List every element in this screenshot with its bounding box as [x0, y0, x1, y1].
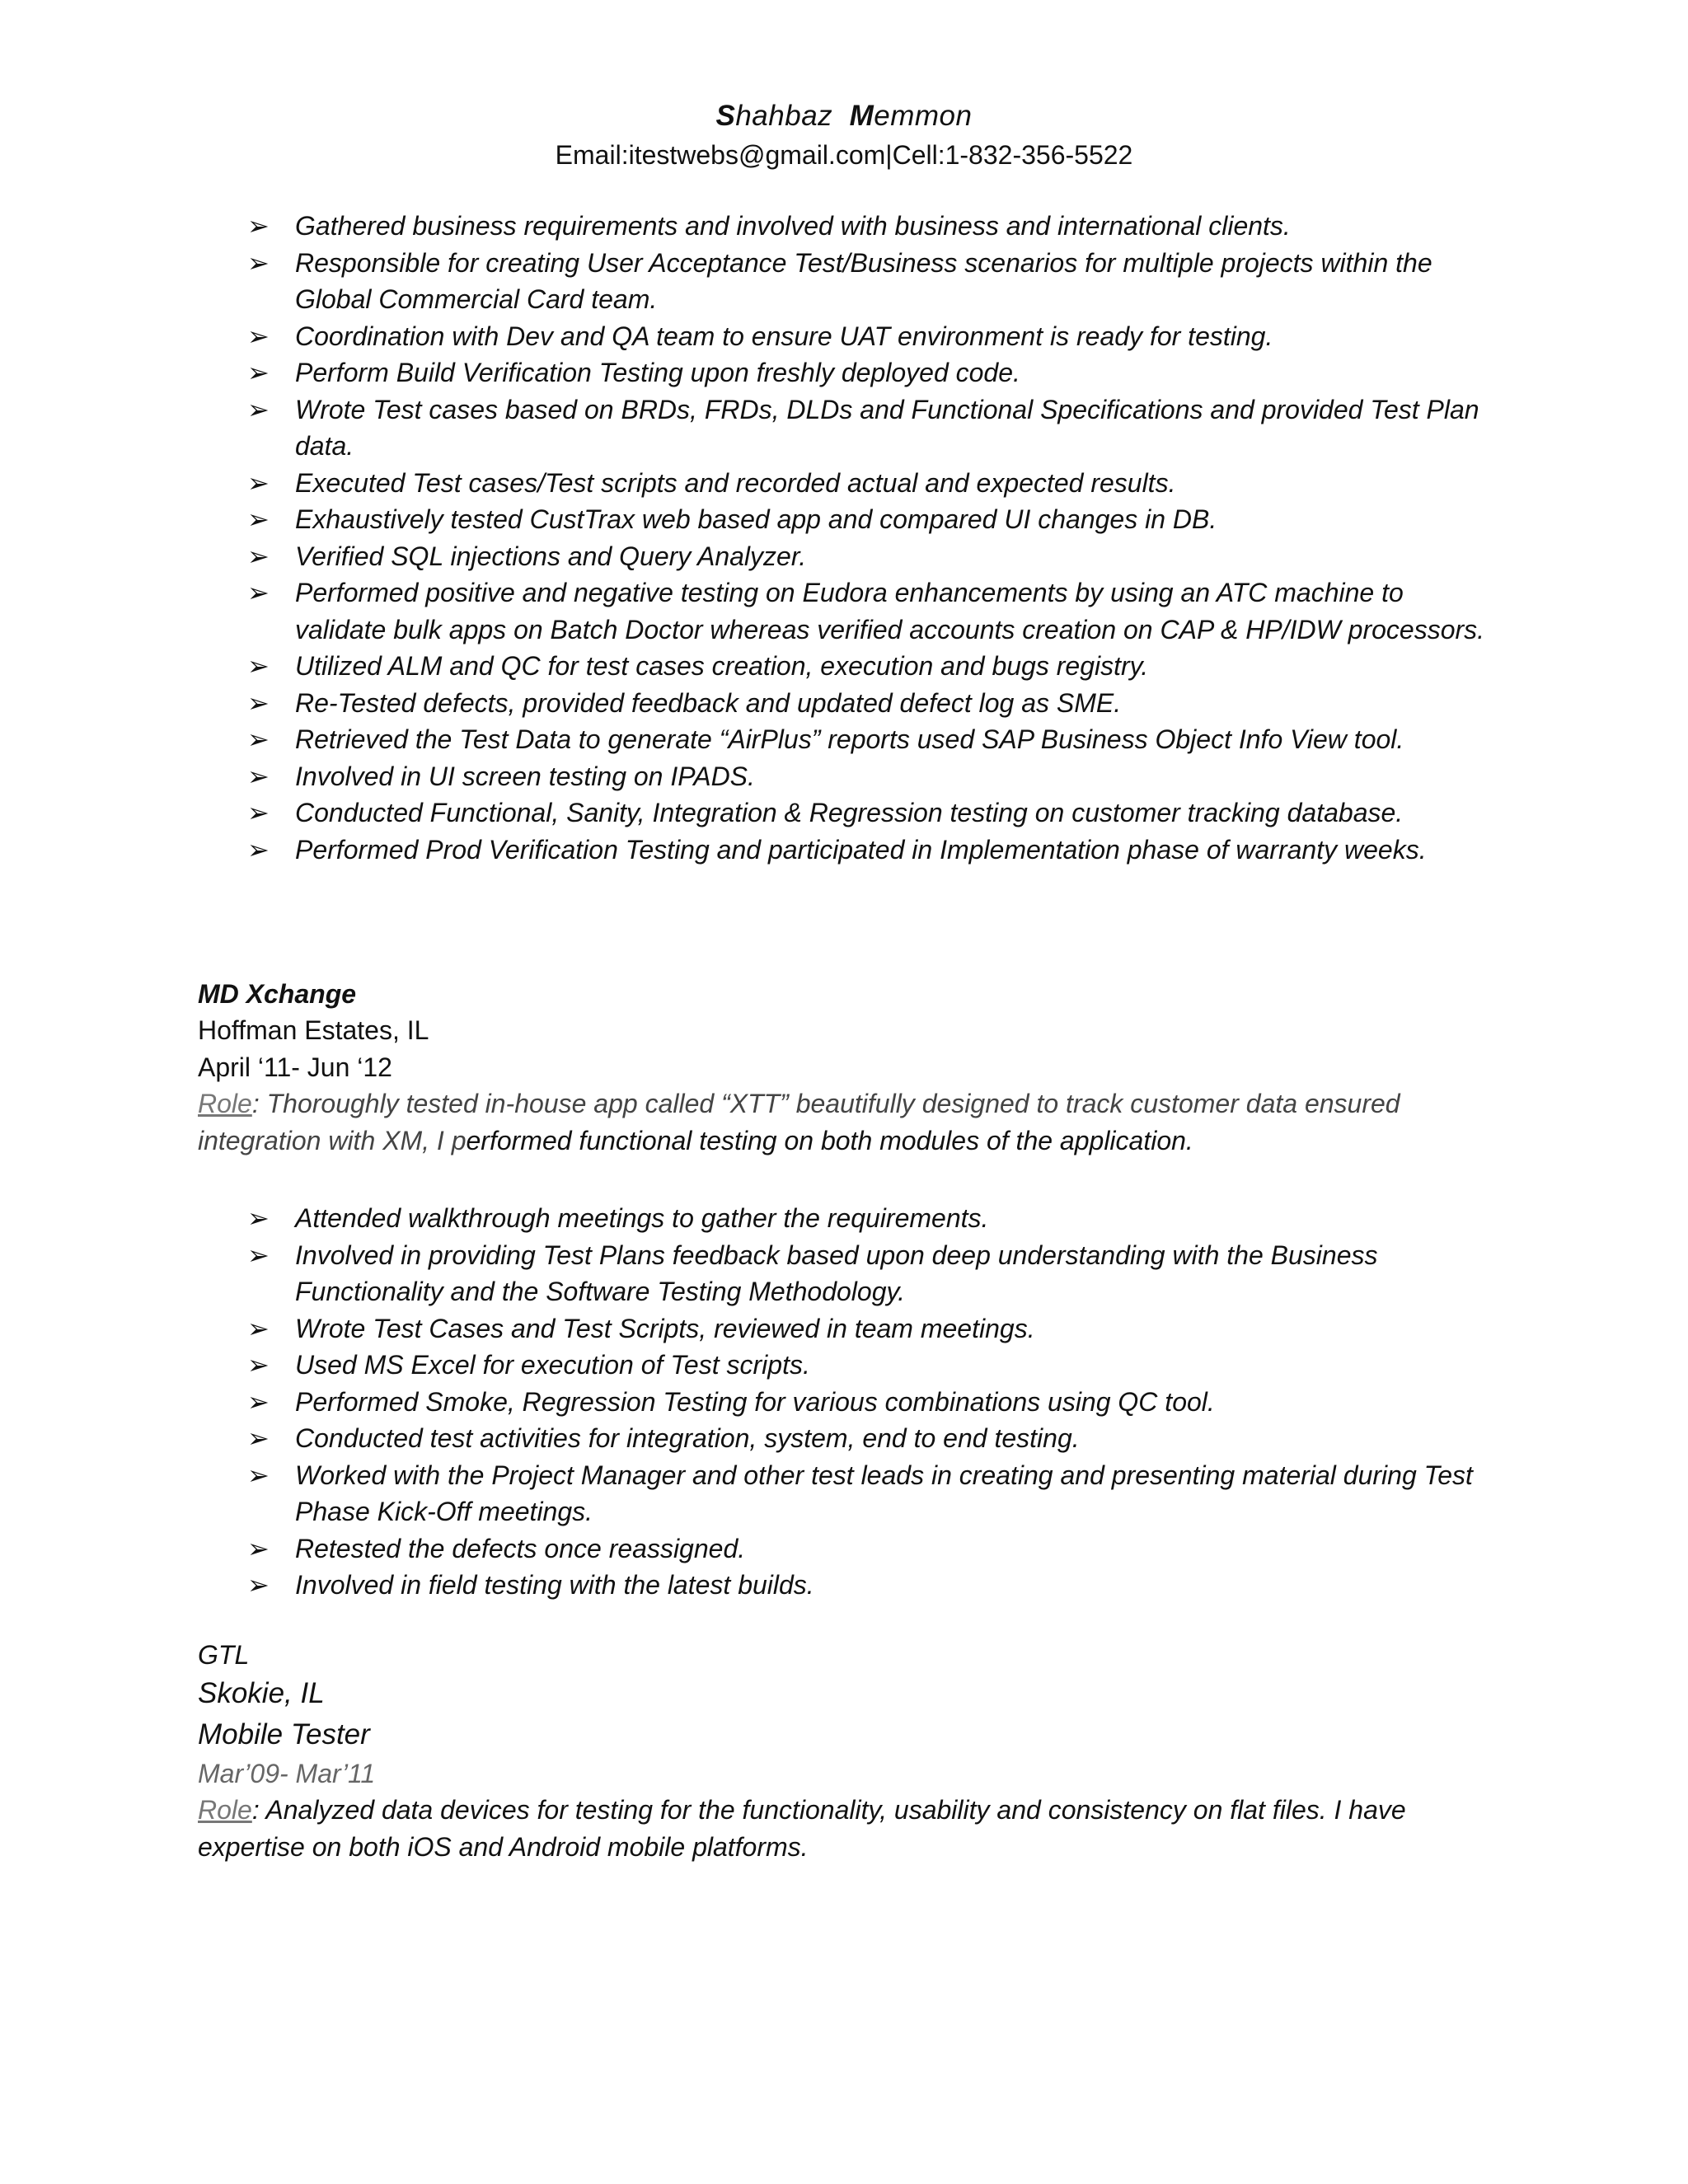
bullet-arrow-icon: ➢	[247, 761, 270, 791]
bullet-text: Wrote Test cases based on BRDs, FRDs, DLDs and Functional Specifications and provided Test Plan data.	[295, 394, 1479, 461]
mdx-section	[198, 976, 1517, 1160]
bullet-text: Worked with the Project Manager and other test leads in creating and presenting material during Test Phase Kick-Off meetings.	[295, 1460, 1473, 1526]
bullet-item	[247, 1237, 1500, 1310]
bullet-item	[247, 1420, 1500, 1457]
bullet-item	[247, 648, 1500, 685]
bullet-text: Retrieved the Test Data to generate “AirPlus” reports used SAP Business Object Info View tool.	[295, 724, 1404, 754]
bullet-item	[247, 501, 1500, 538]
resume-header	[0, 97, 1688, 173]
bullet-text: Attended walkthrough meetings to gather the requirements.	[295, 1203, 989, 1233]
bullet-text: Gathered business requirements and involved with business and international clients.	[295, 211, 1291, 241]
bullet-arrow-icon: ➢	[247, 1240, 270, 1270]
bullet-arrow-icon: ➢	[247, 1460, 270, 1490]
bullet-text: Wrote Test Cases and Test Scripts, reviewed in team meetings.	[295, 1313, 1035, 1343]
gtl-section	[198, 1637, 1517, 1866]
experience-bullets-1	[247, 208, 1500, 868]
bullet-item	[247, 391, 1500, 465]
mdx-location: Hoffman Estates, IL	[198, 1015, 429, 1045]
bullet-arrow-icon: ➢	[247, 1570, 270, 1600]
bullet-text: Responsible for creating User Acceptance Test/Business scenarios for multiple projects within the Global Commercial Card team.	[295, 247, 1432, 314]
mdx-company: MD Xchange	[198, 979, 357, 1009]
mdx-dates: April ‘11- Jun ‘12	[198, 1052, 392, 1082]
bullet-arrow-icon: ➢	[247, 1386, 270, 1417]
bullet-arrow-icon: ➢	[247, 1533, 270, 1563]
bullet-item	[247, 685, 1500, 722]
bullet-item	[247, 1310, 1500, 1347]
bullet-arrow-icon: ➢	[247, 541, 270, 571]
bullet-item	[247, 794, 1500, 832]
gtl-company: GTL	[198, 1640, 250, 1670]
bullet-item	[247, 465, 1500, 502]
name-first-rest: hahbaz	[735, 100, 833, 132]
bullet-arrow-icon: ➢	[247, 1313, 270, 1343]
bullet-arrow-icon: ➢	[247, 358, 270, 387]
bullet-arrow-icon: ➢	[247, 651, 270, 681]
bullet-text: Perform Build Verification Testing upon freshly deployed code.	[295, 358, 1020, 387]
bullet-item	[247, 1567, 1500, 1604]
bullet-item	[247, 208, 1500, 245]
bullet-text: Re-Tested defects, provided feedback and updated defect log as SME.	[295, 687, 1122, 718]
bullet-arrow-icon: ➢	[247, 687, 270, 718]
bullet-arrow-icon: ➢	[247, 724, 270, 754]
gtl-dates: Mar’09- Mar’11	[198, 1759, 376, 1788]
bullet-text: Performed Prod Verification Testing and participated in Implementation phase of warranty weeks.	[295, 834, 1427, 865]
bullet-text: Verified SQL injections and Query Analyzer.	[295, 541, 807, 571]
bullet-item	[247, 1384, 1500, 1421]
gtl-role-label: Role	[198, 1795, 252, 1825]
gtl-location: Skokie, IL	[198, 1677, 325, 1709]
bullet-text: Exhaustively tested CustTrax web based app and compared UI changes in DB.	[295, 504, 1217, 534]
bullet-item	[247, 318, 1500, 355]
gtl-role	[198, 1792, 1517, 1866]
bullet-item	[247, 758, 1500, 795]
bullet-arrow-icon: ➢	[247, 211, 270, 241]
bullet-arrow-icon: ➢	[247, 321, 270, 351]
bullet-item	[247, 574, 1500, 648]
bullet-text: Coordination with Dev and QA team to ensure UAT environment is ready for testing.	[295, 321, 1273, 351]
bullet-arrow-icon: ➢	[247, 798, 270, 827]
bullet-item	[247, 245, 1500, 318]
bullet-arrow-icon: ➢	[247, 834, 270, 865]
bullet-arrow-icon: ➢	[247, 504, 270, 534]
bullet-text: Conducted test activities for integration, system, end to end testing.	[295, 1423, 1080, 1453]
bullet-text: Conducted Functional, Sanity, Integration & Regression testing on customer tracking database.	[295, 798, 1404, 827]
bullet-arrow-icon: ➢	[247, 1423, 270, 1453]
bullet-item	[247, 832, 1500, 869]
bullet-arrow-icon: ➢	[247, 247, 270, 278]
gtl-title: Mobile Tester	[198, 1718, 370, 1750]
bullet-arrow-icon: ➢	[247, 1203, 270, 1233]
bullet-text: Used MS Excel for execution of Test scripts.	[295, 1350, 810, 1380]
mdx-role	[198, 1085, 1517, 1160]
bullet-item	[247, 1200, 1500, 1237]
mdx-role-text-light: : Thoroughly tested in-house app called “XTT” beautifully designed to track customer data ensured integration with XM, I p	[198, 1089, 1400, 1155]
candidate-name	[0, 97, 1688, 135]
bullet-item	[247, 721, 1500, 758]
bullet-item	[247, 1347, 1500, 1384]
bullet-text: Involved in providing Test Plans feedback based upon deep understanding with the Business Functionality and the Software Testing Methodology.	[295, 1240, 1378, 1306]
bullet-text: Involved in UI screen testing on IPADS.	[295, 761, 755, 791]
bullet-item	[247, 1530, 1500, 1568]
experience-bullets-2	[247, 1200, 1500, 1604]
bullet-text: Performed Smoke, Regression Testing for various combinations using QC tool.	[295, 1386, 1215, 1417]
bullet-text: Performed positive and negative testing on Eudora enhancements by using an ATC machine to validate bulk apps on Batch Doctor whereas verified accounts creation on CAP & HP/IDW processors.	[295, 578, 1485, 644]
bullet-text: Utilized ALM and QC for test cases creation, execution and bugs registry.	[295, 651, 1149, 681]
bullet-item	[247, 1457, 1500, 1530]
bullet-text: Involved in field testing with the latest builds.	[295, 1570, 814, 1600]
name-last-rest: emmon	[874, 100, 973, 132]
gtl-role-text: : Analyzed data devices for testing for the functionality, usability and consistency on flat files. I have expertise on both iOS and Android mobile platforms.	[198, 1795, 1406, 1862]
bullet-arrow-icon: ➢	[247, 394, 270, 424]
bullet-arrow-icon: ➢	[247, 578, 270, 607]
mdx-role-label: Role	[198, 1089, 252, 1118]
bullet-text: Executed Test cases/Test scripts and recorded actual and expected results.	[295, 467, 1176, 498]
contact-line: Email:itestwebs@gmail.com|Cell:1-832-356-5522	[555, 140, 1133, 170]
bullet-item	[247, 354, 1500, 391]
bullet-text: Retested the defects once reassigned.	[295, 1533, 746, 1563]
mdx-role-text-dark: erformed functional testing on both modules of the application.	[466, 1126, 1193, 1155]
name-last-initial: M	[849, 100, 874, 132]
bullet-arrow-icon: ➢	[247, 1350, 270, 1380]
bullet-arrow-icon: ➢	[247, 467, 270, 498]
name-first-initial: S	[715, 100, 736, 132]
bullet-item	[247, 538, 1500, 575]
